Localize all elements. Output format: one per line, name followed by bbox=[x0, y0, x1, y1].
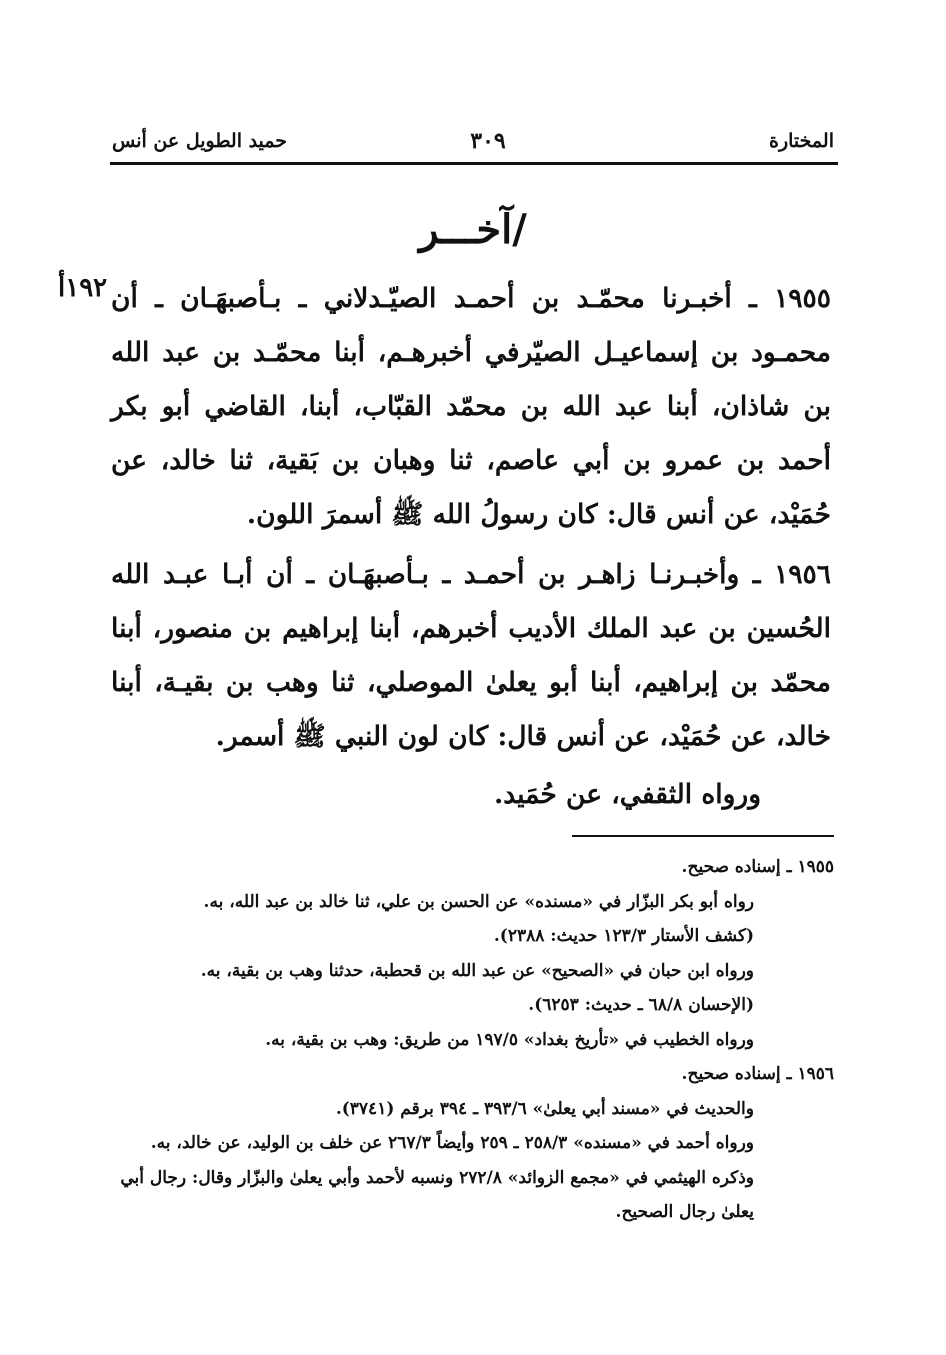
running-header-book-title: المختارة bbox=[769, 130, 834, 152]
footnote-line: والحديث في «مسند أبي يعلىٰ» ٣٩٣/٦ ـ ٣٩٤ برقم (٣٧٤١). bbox=[335, 1098, 754, 1119]
footnote-line: ورواه الخطيب في «تأريخ بغداد» ١٩٧/٥ من طريق: وهب بن بقية، به. bbox=[265, 1029, 754, 1050]
footnote-divider bbox=[572, 835, 834, 837]
footnote-line: (كشف الأستار ١٢٣/٣ حديث: ٢٣٨٨). bbox=[493, 926, 754, 946]
header-divider bbox=[110, 162, 838, 165]
section-title: /آخـــر bbox=[419, 206, 527, 253]
footnote-line: (الإحسان ٦٨/٨ ـ حديث: ٦٢٥٣). bbox=[528, 995, 754, 1015]
manuscript-folio-note: ١٩٢أ bbox=[58, 273, 108, 303]
footnote-line: وذكره الهيثمي في «مجمع الزوائد» ٢٧٢/٨ ونسبه لأحمد وأبي يعلىٰ والبزّار وقال: رجال أبي يعلىٰ رجال الصحيح. bbox=[120, 1167, 754, 1222]
footnote-line: ١٩٥٥ ـ إسناده صحيح. bbox=[681, 857, 834, 877]
hadith-note: ورواه الثقفي، عن حُمَيد. bbox=[493, 779, 761, 810]
page-number: ٣٠٩ bbox=[470, 128, 506, 154]
footnote-line: رواه أبو بكر البزّار في «مسنده» عن الحسن بن علي، ثنا خالد بن عبد الله، به. bbox=[203, 891, 754, 912]
footnotes bbox=[114, 850, 834, 1230]
footnote-line: ١٩٥٦ ـ إسناده صحيح. bbox=[681, 1064, 834, 1084]
hadith-1955: ١٩٥٥ ـ أخبـرنا محمّـد بن أحمـد الصيّـدلاني ـ بـأصبهَـان ـ أن محمـود بن إسماعيـل الصيّرفي أخبرهـم، أبنا محمّـد بن عبد الله بن شاذان، أبنا عبد الله بن محمّد القبّاب، أبنا، القاضي أبو بكر أحمد بن عمرو بن أبي عاصم، ثنا وهبان بن بَقية، ثنا خالد، عن حُمَيْد، عن أنس قال: كان رسولُ الله ﷺ أسمرَ اللون. bbox=[111, 283, 831, 530]
footnote-line: ورواه ابن حبان في «الصحيح» عن عبد الله بن قحطبة، حدثنا وهب بن بقية، به. bbox=[200, 960, 754, 981]
running-header-chapter: حميد الطويل عن أنس bbox=[112, 130, 288, 152]
footnote-line: ورواه أحمد في «مسنده» ٢٥٨/٣ ـ ٢٥٩ وأيضاً ٢٦٧/٣ عن خلف بن الوليد، عن خالد، به. bbox=[150, 1133, 754, 1153]
hadith-1956: ١٩٥٦ ـ وأخبـرنـا زاهـر بن أحمـد ـ بـأصبهَـان ـ أن أبـا عبـد الله الحُسين بن عبد الملك الأديب أخبرهم، أبنا إبراهيم بن منصور، أبنا محمّد بن إبراهيم، أبنا أبو يعلىٰ الموصلي، ثنا وهب بن بقيـة، أبنا خالد، عن حُمَيْد، عن أنس قال: كان لون النبي ﷺ أسمر. bbox=[111, 559, 831, 752]
